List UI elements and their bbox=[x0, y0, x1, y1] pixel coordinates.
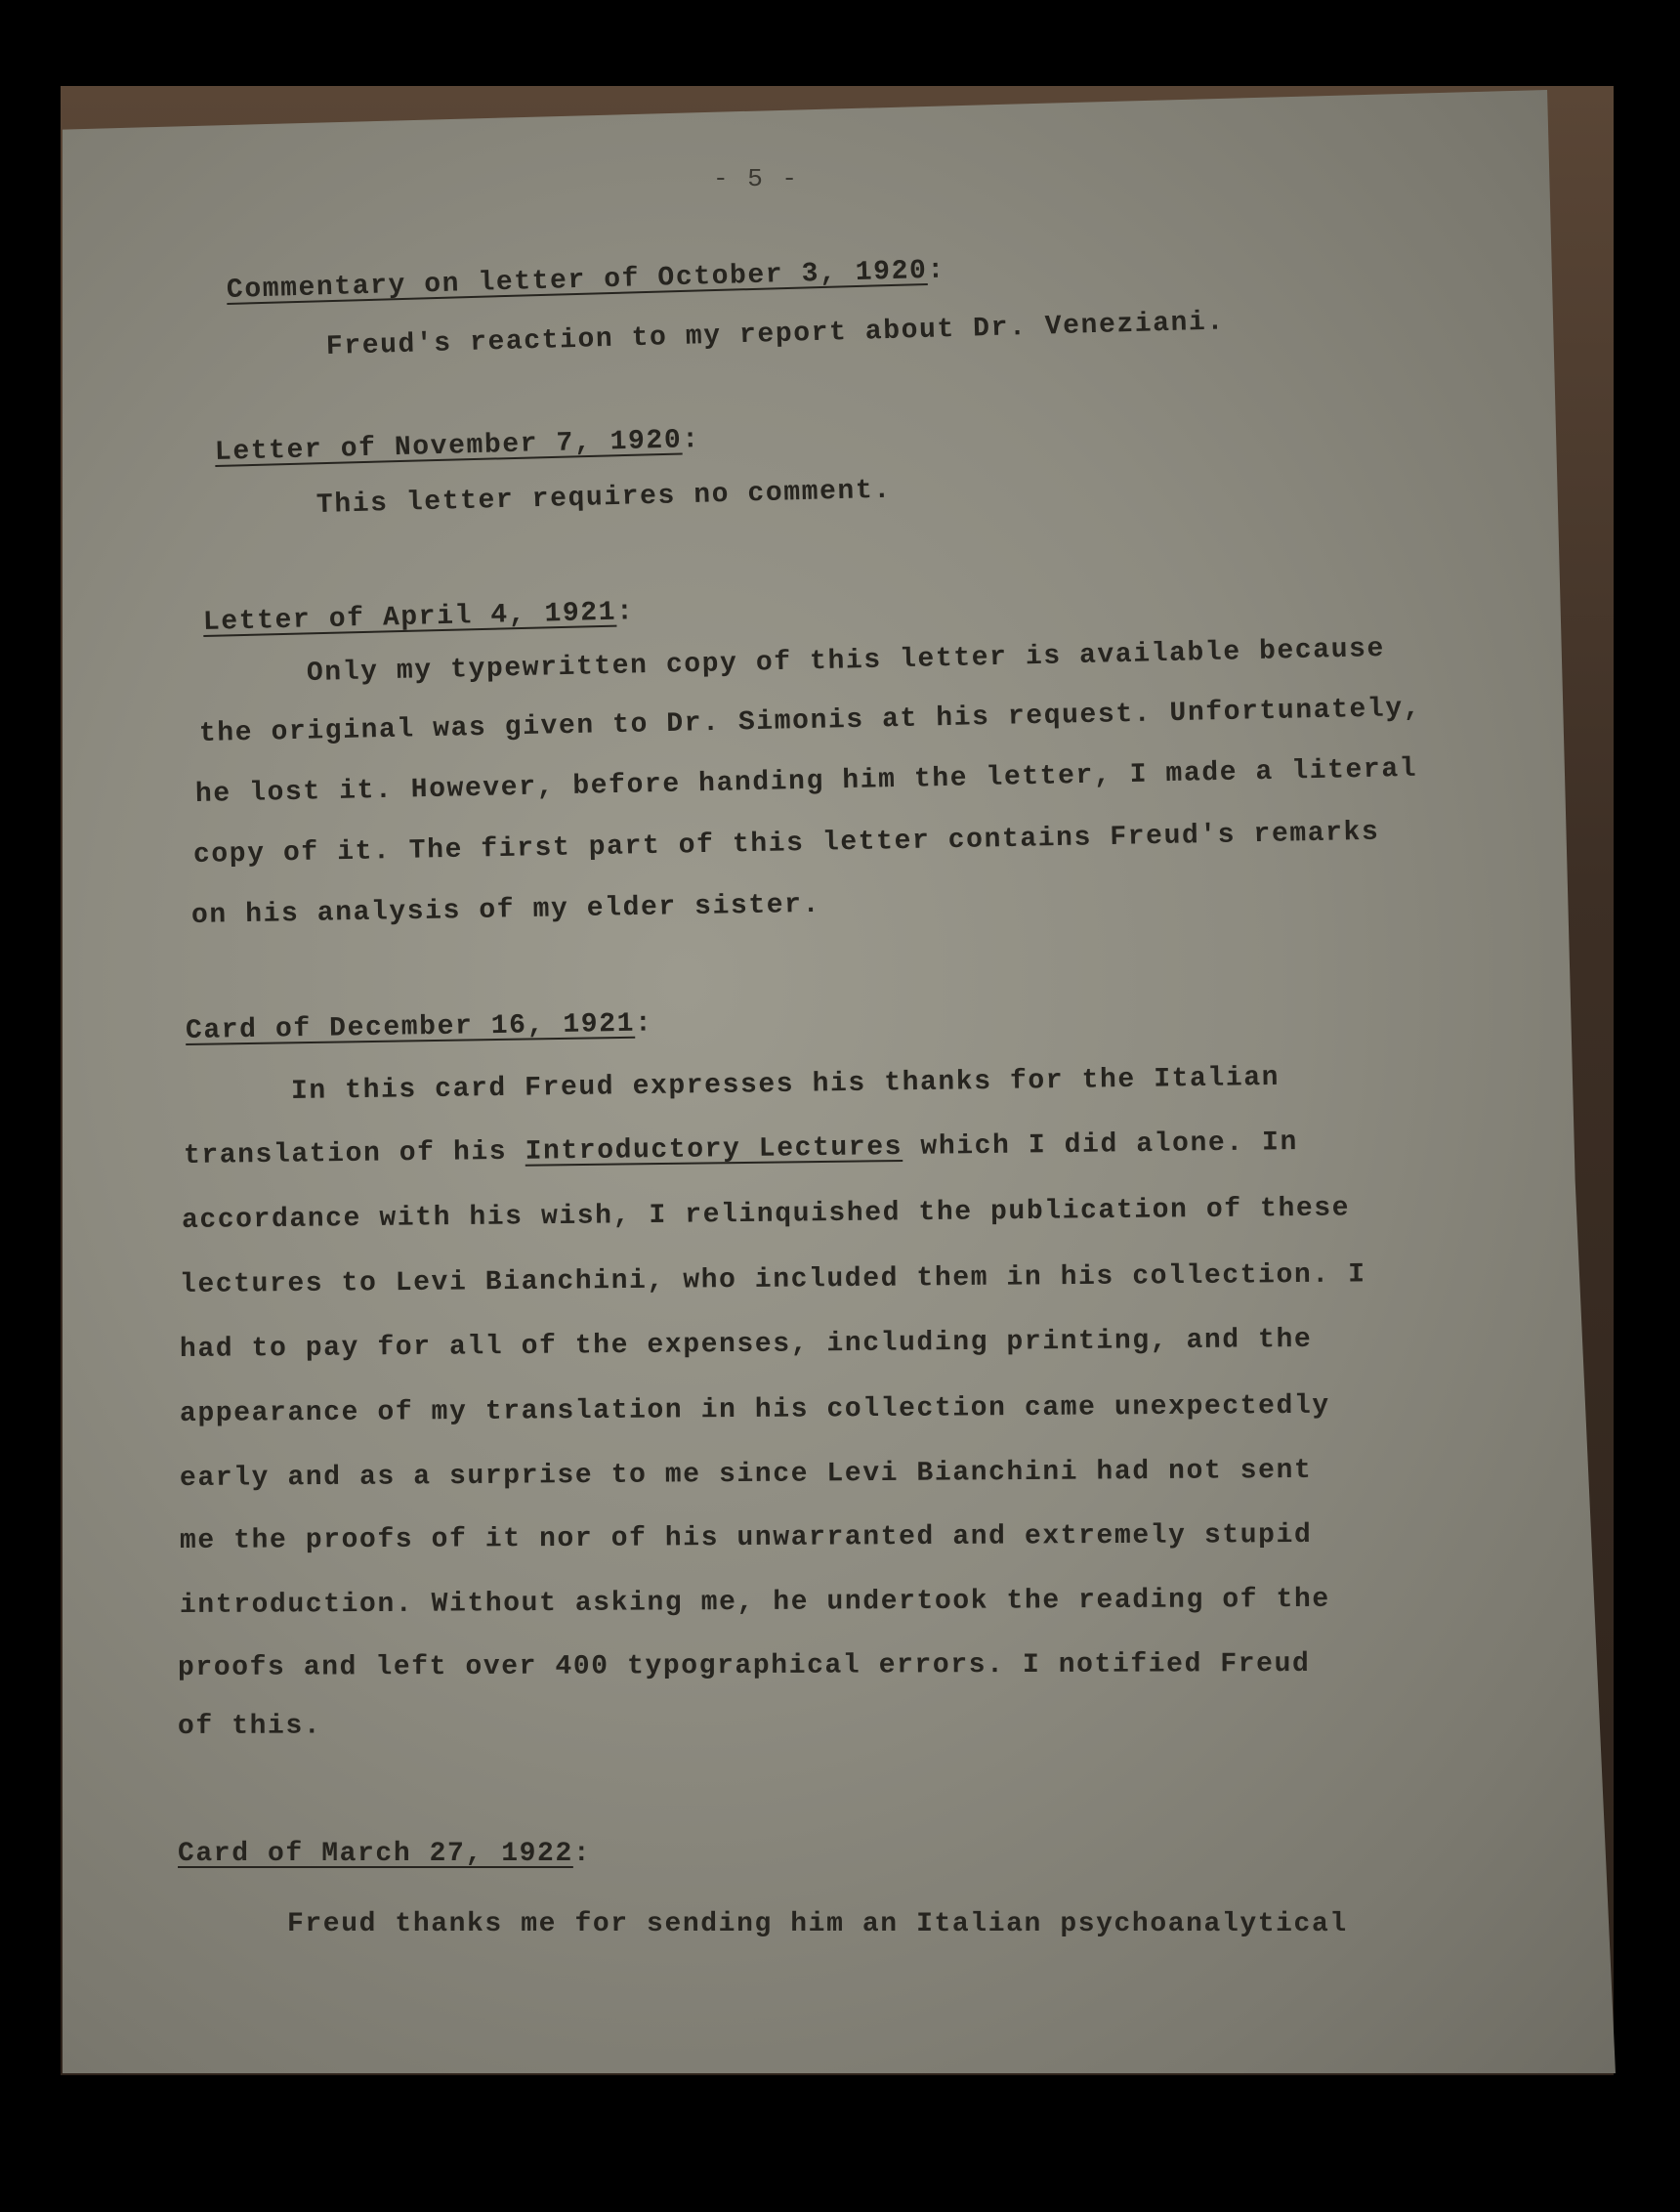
book-title: Introductory Lectures bbox=[525, 1132, 903, 1168]
paragraph-line: had to pay for all of the expenses, including printing, and the bbox=[179, 1324, 1313, 1365]
paragraph-line: of this. bbox=[177, 1711, 322, 1742]
paragraph-line: Only my typewritten copy of this letter is available because bbox=[306, 633, 1386, 689]
paragraph-line: proofs and left over 400 typographical errors. I notified Freud bbox=[177, 1648, 1311, 1683]
paragraph-line: me the proofs of it nor of his unwarranted and extremely stupid bbox=[179, 1519, 1313, 1556]
heading-colon: : bbox=[681, 424, 701, 456]
paragraph-line: the original was given to Dr. Simonis at his request. Unfortunately, bbox=[198, 693, 1422, 749]
heading-text: Letter of November 7, 1920 bbox=[214, 425, 683, 468]
section-heading bbox=[227, 255, 946, 306]
heading-text: Letter of April 4, 1921 bbox=[202, 597, 617, 638]
section-heading bbox=[186, 1008, 653, 1046]
heading-colon: : bbox=[572, 1839, 592, 1869]
paragraph-line: lectures to Levi Bianchini, who included them in his collection. I bbox=[179, 1259, 1366, 1300]
paragraph-line: Freud thanks me for sending him an Italian psychoanalytical bbox=[287, 1909, 1348, 1939]
line-suffix: which I did alone. In bbox=[902, 1127, 1299, 1164]
section-heading bbox=[178, 1839, 591, 1869]
paragraph-line: This letter requires no comment. bbox=[315, 475, 893, 521]
paragraph-line: introduction. Without asking me, he undertook the reading of the bbox=[179, 1584, 1330, 1621]
paragraph-line: he lost it. However, before handing him the letter, I made a literal bbox=[194, 753, 1418, 810]
paragraph-line: Freud's reaction to my report about Dr. Veneziani. bbox=[325, 307, 1226, 362]
heading-colon: : bbox=[927, 255, 946, 286]
paragraph-line bbox=[184, 1127, 1298, 1171]
line-prefix: translation of his bbox=[183, 1136, 525, 1171]
paragraph-line: copy of it. The first part of this letter contains Freud's remarks bbox=[192, 817, 1380, 871]
section-heading bbox=[203, 597, 635, 638]
heading-text: Card of March 27, 1922 bbox=[178, 1839, 573, 1869]
paragraph-line: on his analysis of my elder sister. bbox=[190, 889, 821, 931]
heading-text: Card of December 16, 1921 bbox=[185, 1008, 636, 1046]
paragraph-line: appearance of my translation in his collection came unexpectedly bbox=[179, 1390, 1330, 1429]
paragraph-line: early and as a surprise to me since Levi Bianchini had not sent bbox=[179, 1455, 1313, 1494]
heading-text: Commentary on letter of October 3, 1920 bbox=[226, 255, 928, 306]
paragraph-line: accordance with his wish, I relinquished the publication of these bbox=[181, 1193, 1351, 1236]
heading-colon: : bbox=[634, 1008, 653, 1040]
section-heading bbox=[215, 425, 701, 468]
paragraph-line: In this card Freud expresses his thanks for the Italian bbox=[290, 1062, 1281, 1107]
heading-colon: : bbox=[615, 597, 635, 628]
page-number: - 5 - bbox=[713, 164, 800, 193]
